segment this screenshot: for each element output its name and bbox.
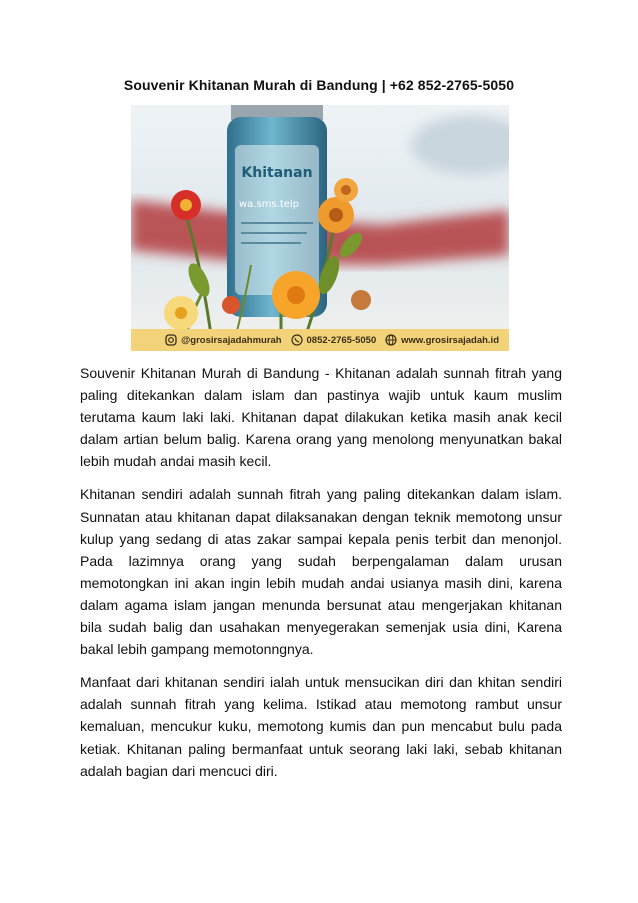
website-contact bbox=[385, 334, 499, 346]
watermark-text: wa.sms.telp bbox=[239, 199, 300, 210]
paragraph-3: Manfaat dari khitanan sendiri ialah untuk mensucikan diri dan khitan sendiri adalah sunnah fitrah yang kelima. Istikad atau memotong rambut unsur kemaluan, mencukur kuku, memotong kumis dan pun mencabut bulu pada ketiak. Khitanan paling bermanfaat untuk seorang laki laki, sebab khitanan adalah bagian dari mencuci diri. bbox=[80, 674, 562, 779]
whatsapp-icon bbox=[291, 334, 303, 346]
instagram-icon bbox=[165, 334, 177, 346]
paragraph-2: Khitanan sendiri adalah sunnah fitrah yang paling ditekankan dalam islam. Sunnatan atau khitanan dapat dilaksanakan dengan teknik memotong unsur kulup yang sedang di atas zakar sampai kepala penis terbit dan menonjol. Pada lazimnya orang yang sudah berpengalaman dalam urusan memotongkan ini akan ingin lebih mudah andai usianya masih dini, karena dalam agama islam jangan menunda bersunat atau mengerjakan khitanan bila sudah balig dan usahakan menyegerakan semenjak usia dini, Karena bakal lebih gampang memotonngnya. bbox=[80, 486, 562, 658]
phone-number: 0852-2765-5050 bbox=[306, 334, 377, 346]
photo-contact-band bbox=[131, 329, 509, 351]
document-title: Souvenir Khitanan Murah di Bandung | +62 852-2765-5050 bbox=[123, 77, 515, 93]
article-body bbox=[80, 362, 562, 793]
paragraph-1: Souvenir Khitanan Murah di Bandung - Khitanan adalah sunnah fitrah yang paling ditekankan dalam islam dan pastinya wajib untuk kaum muslim terutama kaum laki laki. Khitanan dapat dilakukan ketika masih anak kecil dalam artian belum balig. Karena orang yang menolong menyunatkan bakal lebih mudah andai masih kecil. bbox=[80, 365, 562, 470]
product-photo bbox=[131, 105, 509, 351]
product-photo-illustration bbox=[131, 105, 509, 351]
globe-icon bbox=[385, 334, 397, 346]
phone-contact bbox=[291, 334, 377, 346]
svg-text:Khitanan: Khitanan bbox=[241, 165, 313, 181]
instagram-contact bbox=[165, 334, 282, 346]
website-url: www.grosirsajadah.id bbox=[401, 334, 499, 346]
instagram-handle: @grosirsajadahmurah bbox=[181, 334, 282, 346]
